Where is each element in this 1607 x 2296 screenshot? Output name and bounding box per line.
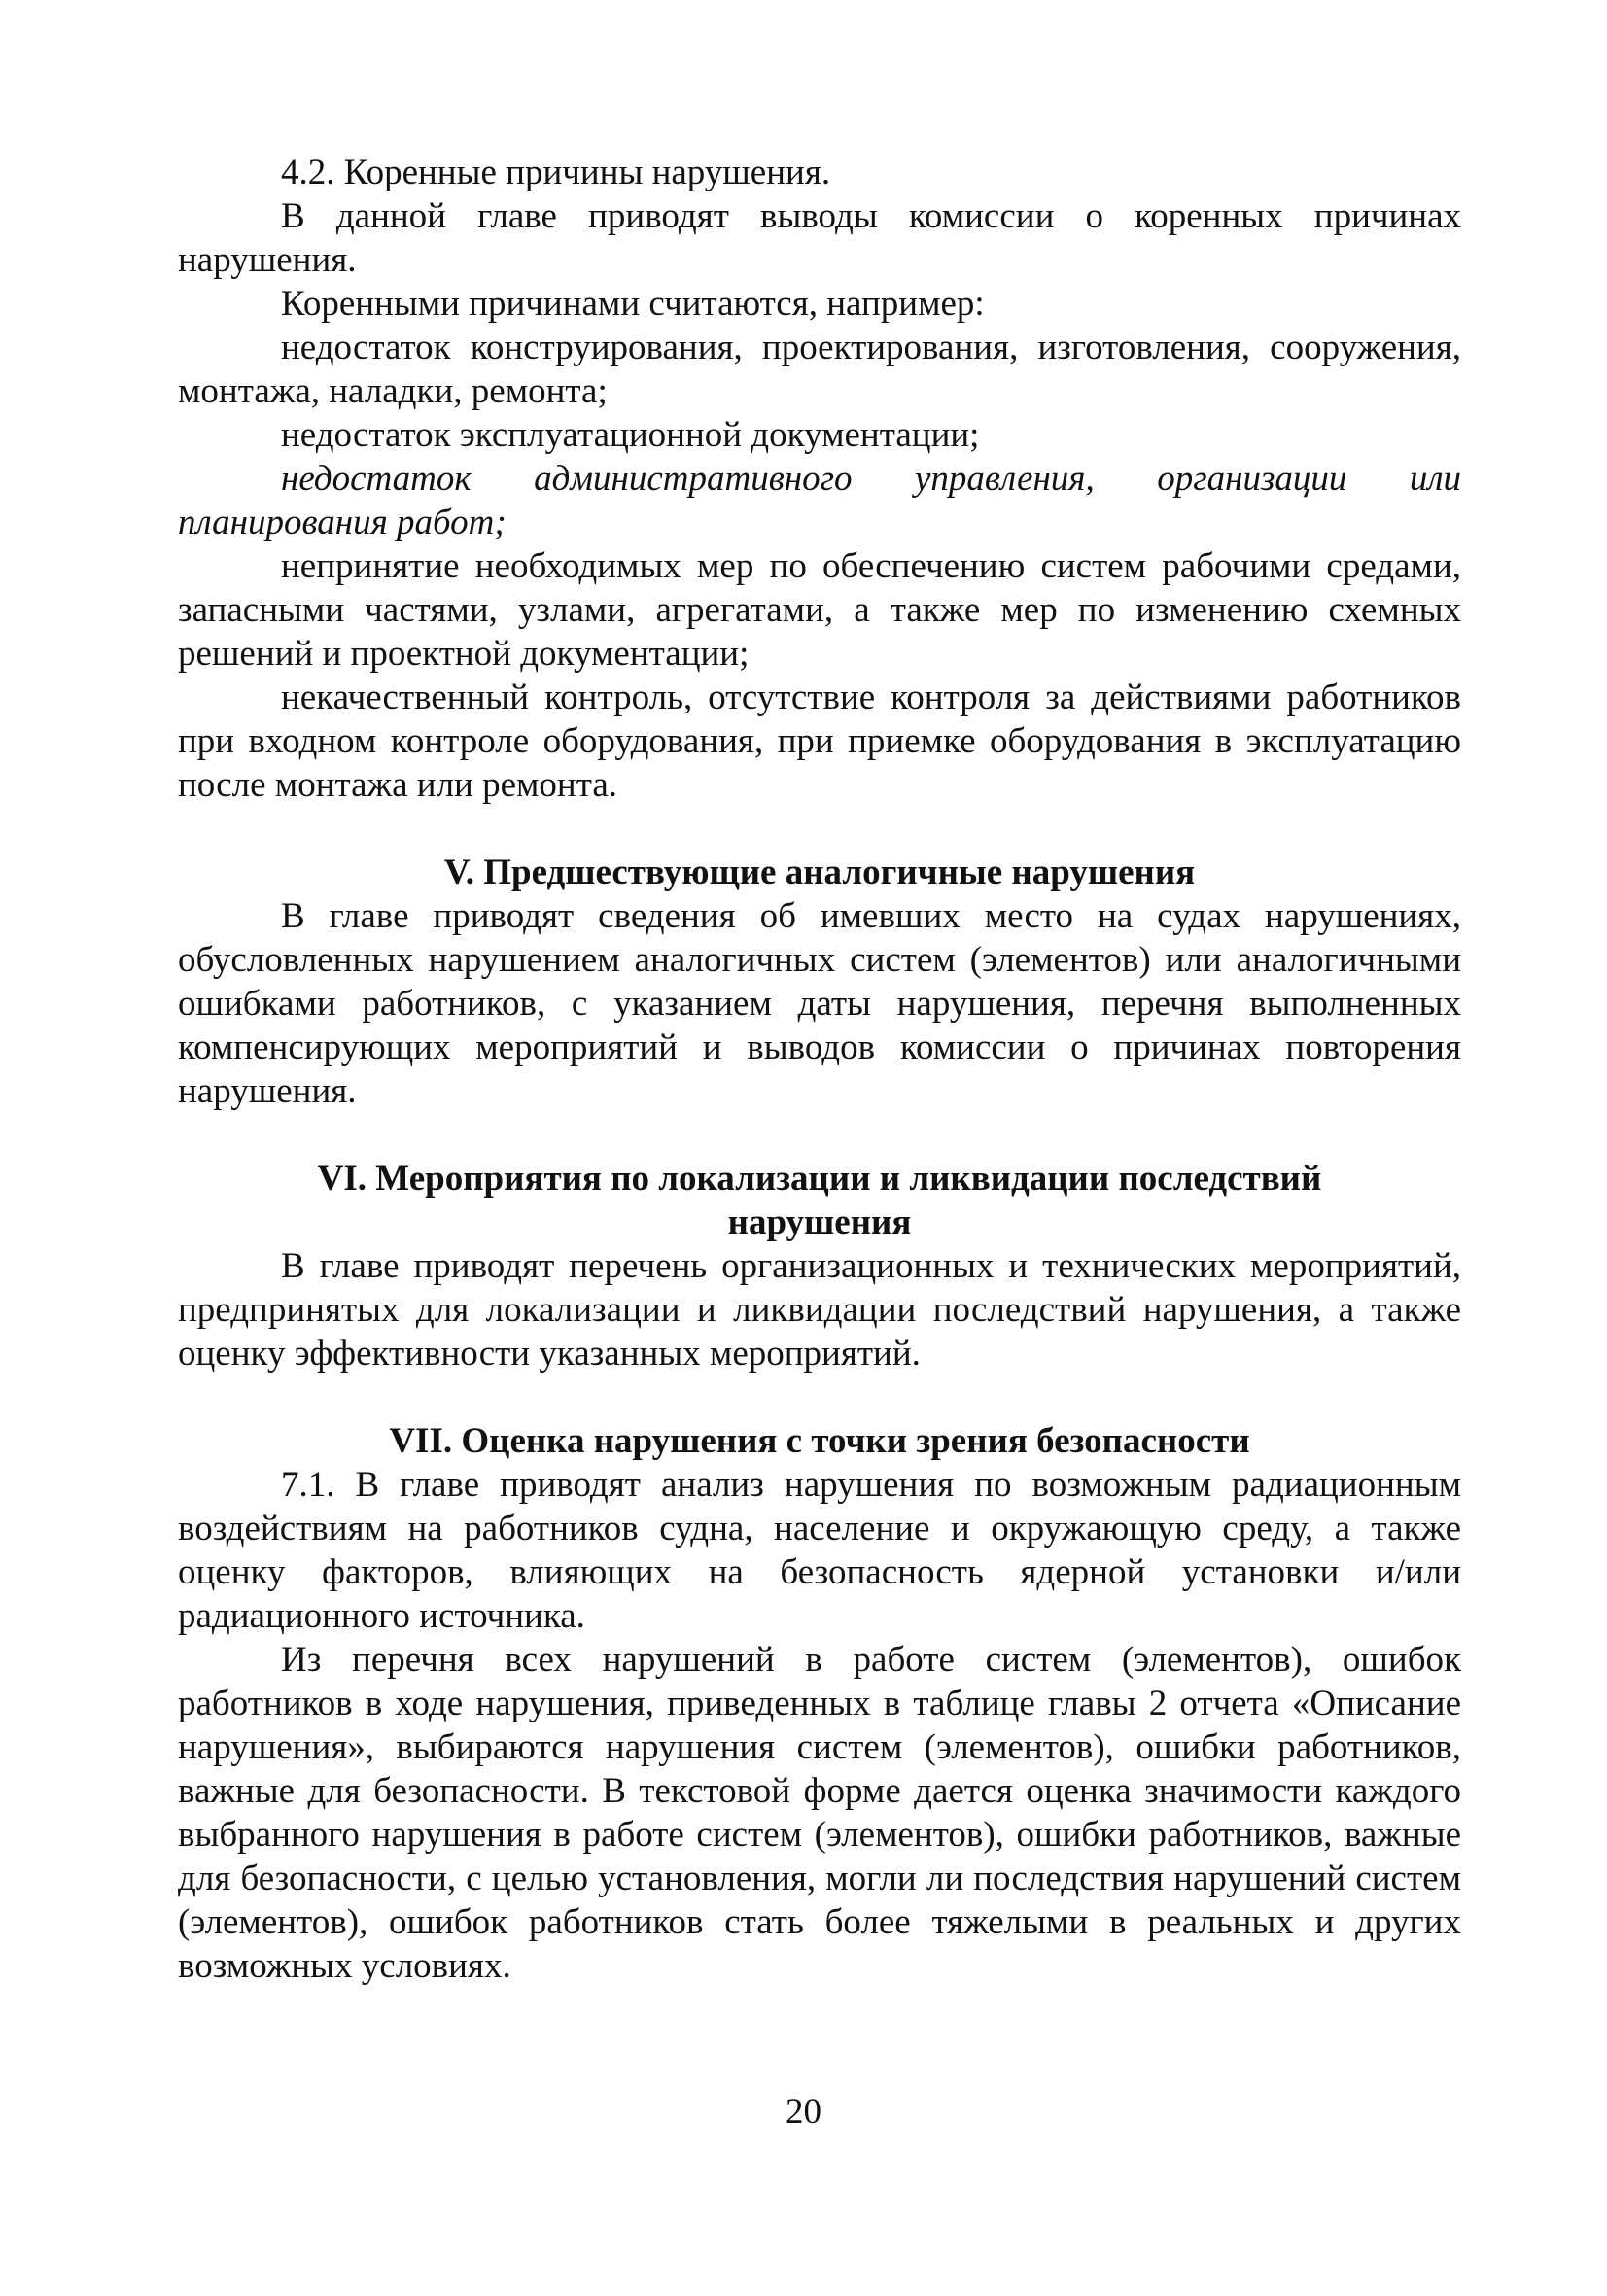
section-v-paragraph: В главе приводят сведения об имевших место на судах нарушениях, обусловленных нарушением аналогичных систем (элементов) или аналогичными ошибками работников, с указанием даты нарушения, перечня выполненных компенсирующих мероприятий и выводов комиссии о причинах повторения нарушения. (178, 896, 1461, 1111)
paragraph-4-2-intro: В данной главе приводят выводы комиссии о коренных причинах нарушения. (178, 196, 1461, 280)
section-vii-paragraph-7-1: 7.1. В главе приводят анализ нарушения по возможным радиационным воздействиям на работников судна, население и окружающую среду, а также оценку факторов, влияющих на безопасность ядерной установки и/или радиационного источника. (178, 1465, 1461, 1636)
list-item-management-deficiency: недостаток административного управления, организации или планирования работ; (178, 459, 1461, 542)
spacer (178, 1113, 1461, 1157)
section-v-heading: V. Предшествующие аналогичные нарушения (443, 852, 1196, 892)
paragraph-root-causes-lead: Коренными причинами считаются, например: (281, 284, 985, 324)
section-vi-heading-line2: нарушения (727, 1202, 912, 1242)
spacer (178, 807, 1461, 851)
section-vi-heading-line1: VI. Мероприятия по локализации и ликвидации последствий (317, 1159, 1322, 1199)
section-vi-paragraph: В главе приводят перечень организационных и технических мероприятий, предпринятых для локализации и ликвидации последствий нарушения, а также оценку эффективности указанных мероприятий. (178, 1246, 1461, 1374)
list-item-measures-not-taken: непринятие необходимых мер по обеспечению систем рабочими средами, запасными частями, узлами, агрегатами, а также мер по изменению схемных решений и проектной документации; (178, 546, 1461, 674)
list-item-design-deficiency: недостаток конструирования, проектирования, изготовления, сооружения, монтажа, наладки, ремонта; (178, 328, 1461, 411)
page-number: 20 (786, 2092, 821, 2132)
spacer (178, 1375, 1461, 1419)
section-vii-paragraph-2: Из перечня всех нарушений в работе систем (элементов), ошибок работников в ходе нарушения, приведенных в таблице главы 2 отчета «Описание нарушения», выбираются нарушения систем (элементов), ошибки работников, важные для безопасности. В текстовой форме дается оценка значимости каждого выбранного нарушения в работе систем (элементов), ошибки работников, важные для безопасности, с целью установления, могли ли последствия нарушений систем (элементов), ошибок работников стать более тяжелыми в реальных и других возможных условиях. (178, 1640, 1461, 1986)
list-item-documentation-deficiency: недостаток эксплуатационной документации; (281, 415, 980, 455)
paragraph-4-2-title: 4.2. Коренные причины нарушения. (281, 153, 831, 192)
section-vii-heading: VII. Оценка нарушения с точки зрения безопасности (389, 1421, 1250, 1461)
list-item-poor-control: некачественный контроль, отсутствие контроля за действиями работников при входном контроле оборудования, при приемке оборудования в эксплуатацию после монтажа или ремонта. (178, 678, 1461, 805)
